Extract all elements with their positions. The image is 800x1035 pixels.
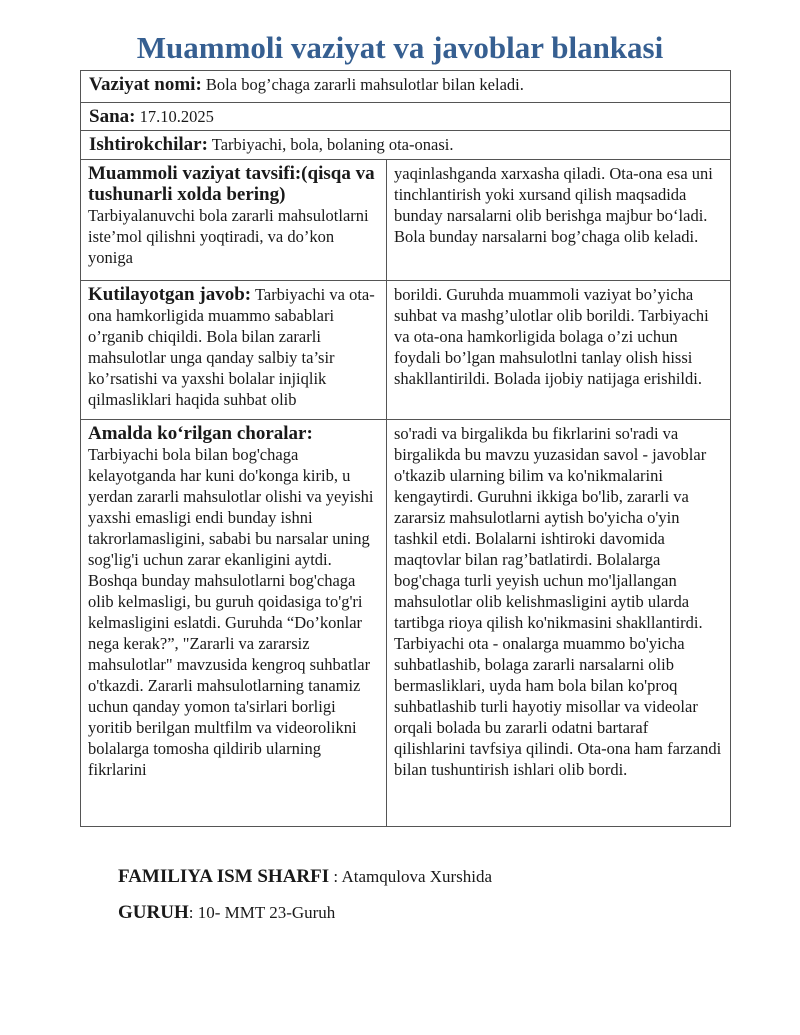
description-row — [81, 160, 731, 281]
actions-text-right: so'radi va birgalikda bu fikrlarini so'radi va birgalikda bu mavzu yuzasidan savol - javoblar o'tkazib ularning bilim va ko'nikmalarini kengaytirdi. Guruhni ikkiga bo'lib, zararli va zararsiz mahsulotlarni aytish bo'yicha o'yin tashkil etdi. Bolalarni ishtiroki davomida maqtovlar bilan rag’batlatirdi. Bolalarga bog'chaga turli yeyish uchun mo'ljallangan mahsulotlar olib kelishmasligini aytib ularda tartibga rioya qilish ko'nikmasini shakllantirdi. Tarbiyachi ota - onalarga muammo bo'yicha suhbatlashib, bolaga zararli narsalarni olib bermasliklari, uyda ham bola bilan ko'proq suhbatlashib turli hayotiy misollar va videolar orqali bolada bu zararli odatni bartaraf qilishlarini tavfsiya qilindi. Ota-ona ham farzandi bilan tushuntirish ishlari olib bordi. — [394, 424, 722, 779]
expected-row — [81, 281, 731, 420]
student-name-separator: : — [329, 867, 342, 886]
group-value: 10- MMT 23-Guruh — [197, 903, 336, 922]
participants-value: Tarbiyachi, bola, bolaning ota-onasi. — [211, 135, 454, 154]
participants-cell — [81, 131, 731, 160]
expected-text-left: Tarbiyachi va ota-ona hamkorligida muammo sabablari o’rganib chiqildi. Bola bilan zararli mahsulotlar unga qanday salbiy ta’sir ko’rsatishi va yaxshi bolalar injiqlik qilmasliklari haqida suhbat olib — [88, 285, 375, 409]
student-name-line — [118, 866, 492, 888]
participants-label: Ishtirokchilar: — [89, 134, 208, 155]
expected-right-cell — [387, 281, 731, 420]
group-label: GURUH — [118, 902, 189, 923]
student-name-label: FAMILIYA ISM SHARFI — [118, 866, 330, 887]
actions-text-left: Tarbiyachi bola bilan bog'chaga kelayotganda har kuni do'konga kirib, u yerdan zararli mahsulotlar olishi va yeyishi yaxshi emasligi endi bunday ishni takrorlamasligini, sababi bu narsalar uning sog'lig'i uchun zarar ekanligini aytdi. Boshqa bunday mahsulotlarni bog'chaga olib kelmasligi, bu guruh qoidasiga to'g'ri kelmasligini eslatdi. Guruhda “Do’konlar nega kerak?”, "Zararli va zararsiz mahsulotlar" mavzusida kengroq suhbatlar o'tkazdi. Zararli mahsulotlarning tanamiz uchun qanday yomon ta'sirlari borligi yoritib berilgan multfilm va videorolikni bolalarga tomosha qildirib ularning fikrlarini — [88, 445, 374, 779]
situation-form-table — [80, 70, 731, 827]
description-text-right: yaqinlashganda xarxasha qiladi. Ota-ona esa uni tinchlantirish yoki xursand qilish maqsadida bunday narsalarni olib berishga majbur bo‘ladi. Bola bunday narsalarni bog’chaga olib keladi. — [394, 164, 713, 246]
situation-cell — [81, 71, 731, 103]
expected-label: Kutilayotgan javob: — [88, 284, 252, 305]
participants-row — [81, 131, 731, 160]
date-row — [81, 103, 731, 131]
date-cell — [81, 103, 731, 131]
actions-row — [81, 420, 731, 827]
group-line — [118, 902, 335, 924]
situation-label: Vaziyat nomi: — [89, 74, 202, 95]
expected-left-cell — [81, 281, 387, 420]
page-title: Muammoli vaziyat va javoblar blankasi — [136, 30, 664, 65]
actions-label: Amalda ko‘rilgan choralar: — [88, 423, 313, 444]
description-label: Muammoli vaziyat tavsifi:(qisqa va tushunarli xolda bering) — [88, 163, 375, 205]
situation-value: Bola bog’chaga zararli mahsulotlar bilan keladi. — [205, 75, 524, 94]
group-separator: : — [188, 903, 198, 922]
description-text-left: Tarbiyalanuvchi bola zararli mahsulotlarni iste’mol qilishni yoqtiradi, va do’kon yoniga — [88, 206, 369, 267]
date-value: 17.10.2025 — [139, 107, 214, 126]
actions-left-cell — [81, 420, 387, 827]
description-right-cell — [387, 160, 731, 281]
expected-text-right: borildi. Guruhda muammoli vaziyat bo’yicha suhbat va mashg’ulotlar olib borildi. Tarbiyachi va ota-ona hamkorligida bolaga o’zi uchun foydali bo’lgan mahsulotlni tanlay olish hissi shakllantirildi. Bolada ijobiy natijaga erishildi. — [394, 285, 709, 388]
situation-row — [81, 71, 731, 103]
date-label: Sana: — [89, 106, 136, 127]
actions-right-cell — [387, 420, 731, 827]
description-left-cell — [81, 160, 387, 281]
student-name-value: Atamqulova Xurshida — [341, 867, 493, 886]
